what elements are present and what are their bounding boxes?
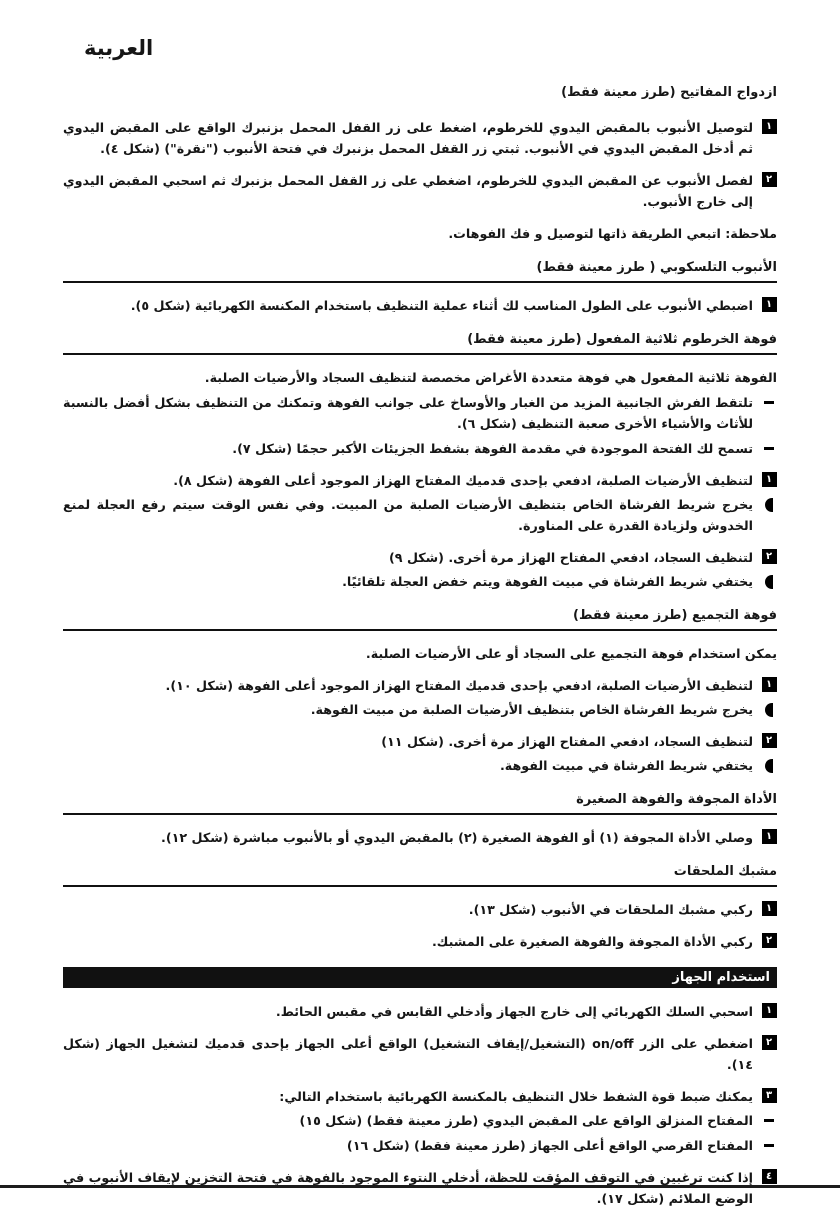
dash-text: المفتاح القرصي الواقع أعلى الجهاز (طرز معينة فقط) (شكل ١٦) xyxy=(346,1138,753,1153)
usage-header-bar: استخدام الجهاز xyxy=(63,967,777,988)
page-title: العربية xyxy=(84,36,154,60)
step-number-badge: ١ xyxy=(762,472,777,487)
dash-marker-icon xyxy=(764,1119,774,1122)
step-text: لفصل الأنبوب عن المقبض اليدوي للخرطوم، اضغطي على زر القفل المحمل بزنبرك ثم اسحبي المقبض اليدوي إلى خارج الأنبوب. xyxy=(63,173,753,209)
step-row xyxy=(63,295,777,316)
page-content xyxy=(63,84,777,1220)
bullet-row xyxy=(63,494,777,536)
bullet-text: يختفي شريط الفرشاة في مبيت الفوهة ويتم خفض العجلة تلقائيًا. xyxy=(342,574,753,589)
step-row xyxy=(63,827,777,848)
step-number-badge: ٢ xyxy=(762,549,777,564)
step-number-badge: ١ xyxy=(762,677,777,692)
step-row xyxy=(63,1086,777,1107)
dash-marker-icon xyxy=(764,1144,774,1147)
step-number-badge: ١ xyxy=(762,901,777,916)
section-title-key-pairing: ازدواج المفاتيح (طرز معينة فقط) xyxy=(561,85,777,100)
step-row xyxy=(63,931,777,952)
dash-text: تلتقط الفرش الجانبية المزيد من الغبار والأوساخ على جوانب الفوهة وتمكنك من التنظيف بشكل أفضل بالنسبة للأثاث والأشياء الأخرى صعبة التنظيف (شكل ٦). xyxy=(63,395,753,431)
step-row xyxy=(63,731,777,752)
half-disc-bullet-icon xyxy=(765,575,773,589)
section-title-telescopic-tube: الأنبوب التلسكوبي ( طرز معينة فقط) xyxy=(63,259,777,283)
dash-marker-icon xyxy=(764,447,774,450)
step-row xyxy=(63,675,777,696)
step-row xyxy=(63,1033,777,1075)
step-number-badge: ٢ xyxy=(762,1035,777,1050)
step-row xyxy=(63,170,777,212)
dash-text: المفتاح المنزلق الواقع على المقبض اليدوي (طرز معينة فقط) (شكل ١٥) xyxy=(299,1113,753,1128)
step-text: اسحبي السلك الكهربائي إلى خارج الجهاز وأدخلي القابس في مقبس الحائط. xyxy=(275,1004,753,1019)
section-title-crevice-tool: الأداة المجوفة والفوهة الصغيرة xyxy=(63,791,777,815)
step-row xyxy=(63,547,777,568)
bullet-text: يخرج شريط الفرشاة الخاص بتنظيف الأرضيات الصلبة من المبيت. وفي نفس الوقت سيتم رفع العجلة لمنع الخدوش ولزيادة القدرة على المناورة. xyxy=(63,497,753,533)
half-disc-bullet-icon xyxy=(765,703,773,717)
section-key-pairing xyxy=(63,84,777,244)
dash-marker-icon xyxy=(764,401,774,404)
step-number-badge: ١ xyxy=(762,297,777,312)
section-tri-active-nozzle xyxy=(63,331,777,592)
section-title-accessory-clip: مشبك الملحقات xyxy=(63,863,777,887)
dash-row xyxy=(63,438,777,459)
bullet-row xyxy=(63,699,777,720)
step-number-badge: ٤ xyxy=(762,1169,777,1184)
step-text: وصلي الأداة المجوفة (١) أو الفوهة الصغيرة (٢) بالمقبض اليدوي أو بالأنبوب مباشرة (شكل ١٢). xyxy=(161,830,753,845)
step-number-badge: ١ xyxy=(762,119,777,134)
section-telescopic-tube xyxy=(63,259,777,316)
bullet-row xyxy=(63,755,777,776)
step-text: لتوصيل الأنبوب بالمقبض اليدوي للخرطوم، اضغط على زر القفل المحمل بزنبرك الواقع على المقبض اليدوي ثم أدخل المقبض اليدوي في الأنبوب. ثبتي زر القفل المحمل بزنبرك في فتحة الأنبوب ("نقرة") (شكل ٤). xyxy=(63,120,753,156)
section-accessory-clip xyxy=(63,863,777,952)
step-text: اضغطي على الزر on/off (التشغيل/إيقاف التشغيل) الواقع أعلى الجهاز بإحدى قدميك لتشغيل الجهاز (شكل ١٤). xyxy=(63,1036,753,1072)
step-text: ركبي الأداة المجوفة والفوهة الصغيرة على المشبك. xyxy=(431,934,753,949)
dash-row xyxy=(63,1110,777,1131)
step-text: ركبي مشبك الملحقات في الأنبوب (شكل ١٣). xyxy=(468,902,753,917)
page-bottom-edge-line xyxy=(0,1185,840,1188)
step-number-badge: ٣ xyxy=(762,1088,777,1103)
section-title-combination-nozzle: فوهة التجميع (طرز معينة فقط) xyxy=(63,607,777,631)
bullet-text: يخرج شريط الفرشاة الخاص بتنظيف الأرضيات الصلبة من مبيت الفوهة. xyxy=(310,702,753,717)
dash-row xyxy=(63,1135,777,1156)
bullet-text: يختفي شريط الفرشاة في مبيت الفوهة. xyxy=(499,758,753,773)
step-row xyxy=(63,470,777,491)
step-text: لتنظيف الأرضيات الصلبة، ادفعي بإحدى قدميك المفتاح الهزاز الموجود أعلى الفوهة (شكل ٨). xyxy=(173,473,753,488)
step-text: اضبطي الأنبوب على الطول المناسب لك أثناء عملية التنظيف باستخدام المكنسة الكهربائية (شكل ٥). xyxy=(130,298,753,313)
step-text: إذا كنت ترغبين في التوقف المؤقت للحظة، أدخلي النتوء الموجود بالفوهة في فتحة التخزين لإيقاف الأنبوب في الوضع الملائم (شكل ١٧). xyxy=(63,1170,753,1206)
step-row xyxy=(63,1001,777,1022)
dash-row xyxy=(63,392,777,434)
step-row xyxy=(63,899,777,920)
step-text: لتنظيف السجاد، ادفعي المفتاح الهزاز مرة أخرى. (شكل ١١) xyxy=(381,734,753,749)
half-disc-bullet-icon xyxy=(765,498,773,512)
bullet-row xyxy=(63,571,777,592)
step-text: لتنظيف السجاد، ادفعي المفتاح الهزاز مرة أخرى. (شكل ٩) xyxy=(388,550,753,565)
half-disc-bullet-icon xyxy=(765,759,773,773)
step-row xyxy=(63,117,777,159)
step-number-badge: ١ xyxy=(762,1003,777,1018)
note-text: ملاحظة: اتبعي الطريقة ذاتها لتوصيل و فك الفوهات. xyxy=(448,226,777,241)
paragraph-text: الفوهة ثلاثية المفعول هي فوهة متعددة الأغراض مخصصة لتنظيف السجاد والأرضيات الصلبة. xyxy=(204,370,777,385)
step-text: لتنظيف الأرضيات الصلبة، ادفعي بإحدى قدميك المفتاح الهزاز الموجود أعلى الفوهة (شكل ١٠). xyxy=(165,678,753,693)
section-using-appliance xyxy=(63,967,777,1209)
paragraph-text: يمكن استخدام فوهة التجميع على السجاد أو على الأرضيات الصلبة. xyxy=(365,646,777,661)
step-number-badge: ٢ xyxy=(762,733,777,748)
step-row xyxy=(63,1167,777,1209)
section-combination-nozzle xyxy=(63,607,777,776)
step-number-badge: ٢ xyxy=(762,172,777,187)
section-crevice-tool xyxy=(63,791,777,848)
dash-text: تسمح لك الفتحة الموجودة في مقدمة الفوهة بشفط الجزيئات الأكبر حجمًا (شكل ٧). xyxy=(232,441,753,456)
step-number-badge: ٢ xyxy=(762,933,777,948)
step-text: يمكنك ضبط قوة الشفط خلال التنظيف بالمكنسة الكهربائية باستخدام التالي: xyxy=(279,1089,753,1104)
step-number-badge: ١ xyxy=(762,829,777,844)
section-title-tri-active-nozzle: فوهة الخرطوم ثلاثية المفعول (طرز معينة فقط) xyxy=(63,331,777,355)
